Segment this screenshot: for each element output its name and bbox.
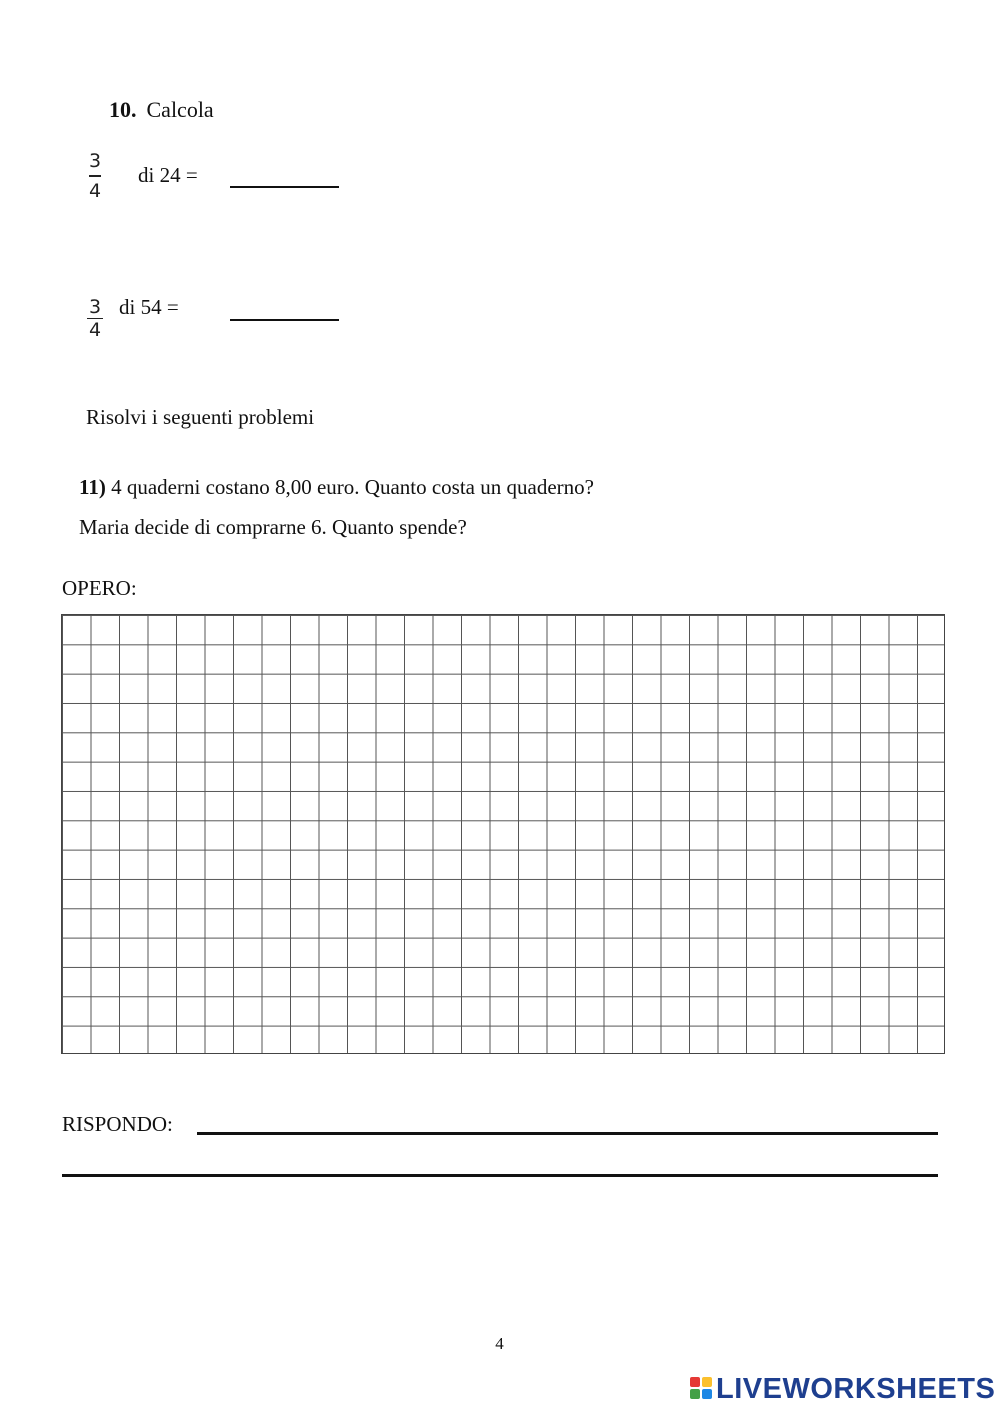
answer-blank-1[interactable] <box>230 186 339 188</box>
fraction-2 <box>87 296 103 341</box>
liveworksheets-logo <box>690 1372 995 1406</box>
answer-blank-2[interactable] <box>230 319 339 321</box>
logo-text: LIVEWORKSHEETS <box>716 1372 996 1405</box>
answer-label: RISPONDO: <box>62 1112 173 1136</box>
exercise-10-title <box>109 97 214 123</box>
expression-2: di 54 = <box>119 295 179 319</box>
answer-line-1[interactable] <box>197 1132 938 1135</box>
logo-square-yellow <box>702 1377 712 1387</box>
page-number: 4 <box>495 1334 504 1353</box>
logo-square-green <box>690 1389 700 1399</box>
work-label: OPERO: <box>62 576 137 600</box>
exercise-10-label: Calcola <box>146 97 214 122</box>
logo-square-blue <box>702 1389 712 1399</box>
fraction-2-denominator: 4 <box>88 319 102 341</box>
work-grid[interactable] <box>61 614 945 1054</box>
answer-line-2[interactable] <box>62 1174 938 1177</box>
exercise-11-line-1 <box>79 475 594 500</box>
fraction-2-numerator: 3 <box>88 296 102 318</box>
fraction-1-bar <box>89 175 101 177</box>
logo-mark-icon <box>690 1377 712 1401</box>
section-heading: Risolvi i seguenti problemi <box>86 405 315 429</box>
fraction-1 <box>87 150 103 202</box>
fraction-1-denominator: 4 <box>88 179 102 202</box>
logo-square-red <box>690 1377 700 1387</box>
exercise-10-number: 10. <box>109 97 137 122</box>
expression-1: di 24 = <box>138 163 198 187</box>
exercise-11-number: 11) <box>79 475 106 499</box>
fraction-1-numerator: 3 <box>88 150 102 172</box>
exercise-11-text-1: 4 quaderni costano 8,00 euro. Quanto costa un quaderno? <box>111 475 594 499</box>
exercise-11-line-2: Maria decide di comprarne 6. Quanto spende? <box>79 515 467 539</box>
